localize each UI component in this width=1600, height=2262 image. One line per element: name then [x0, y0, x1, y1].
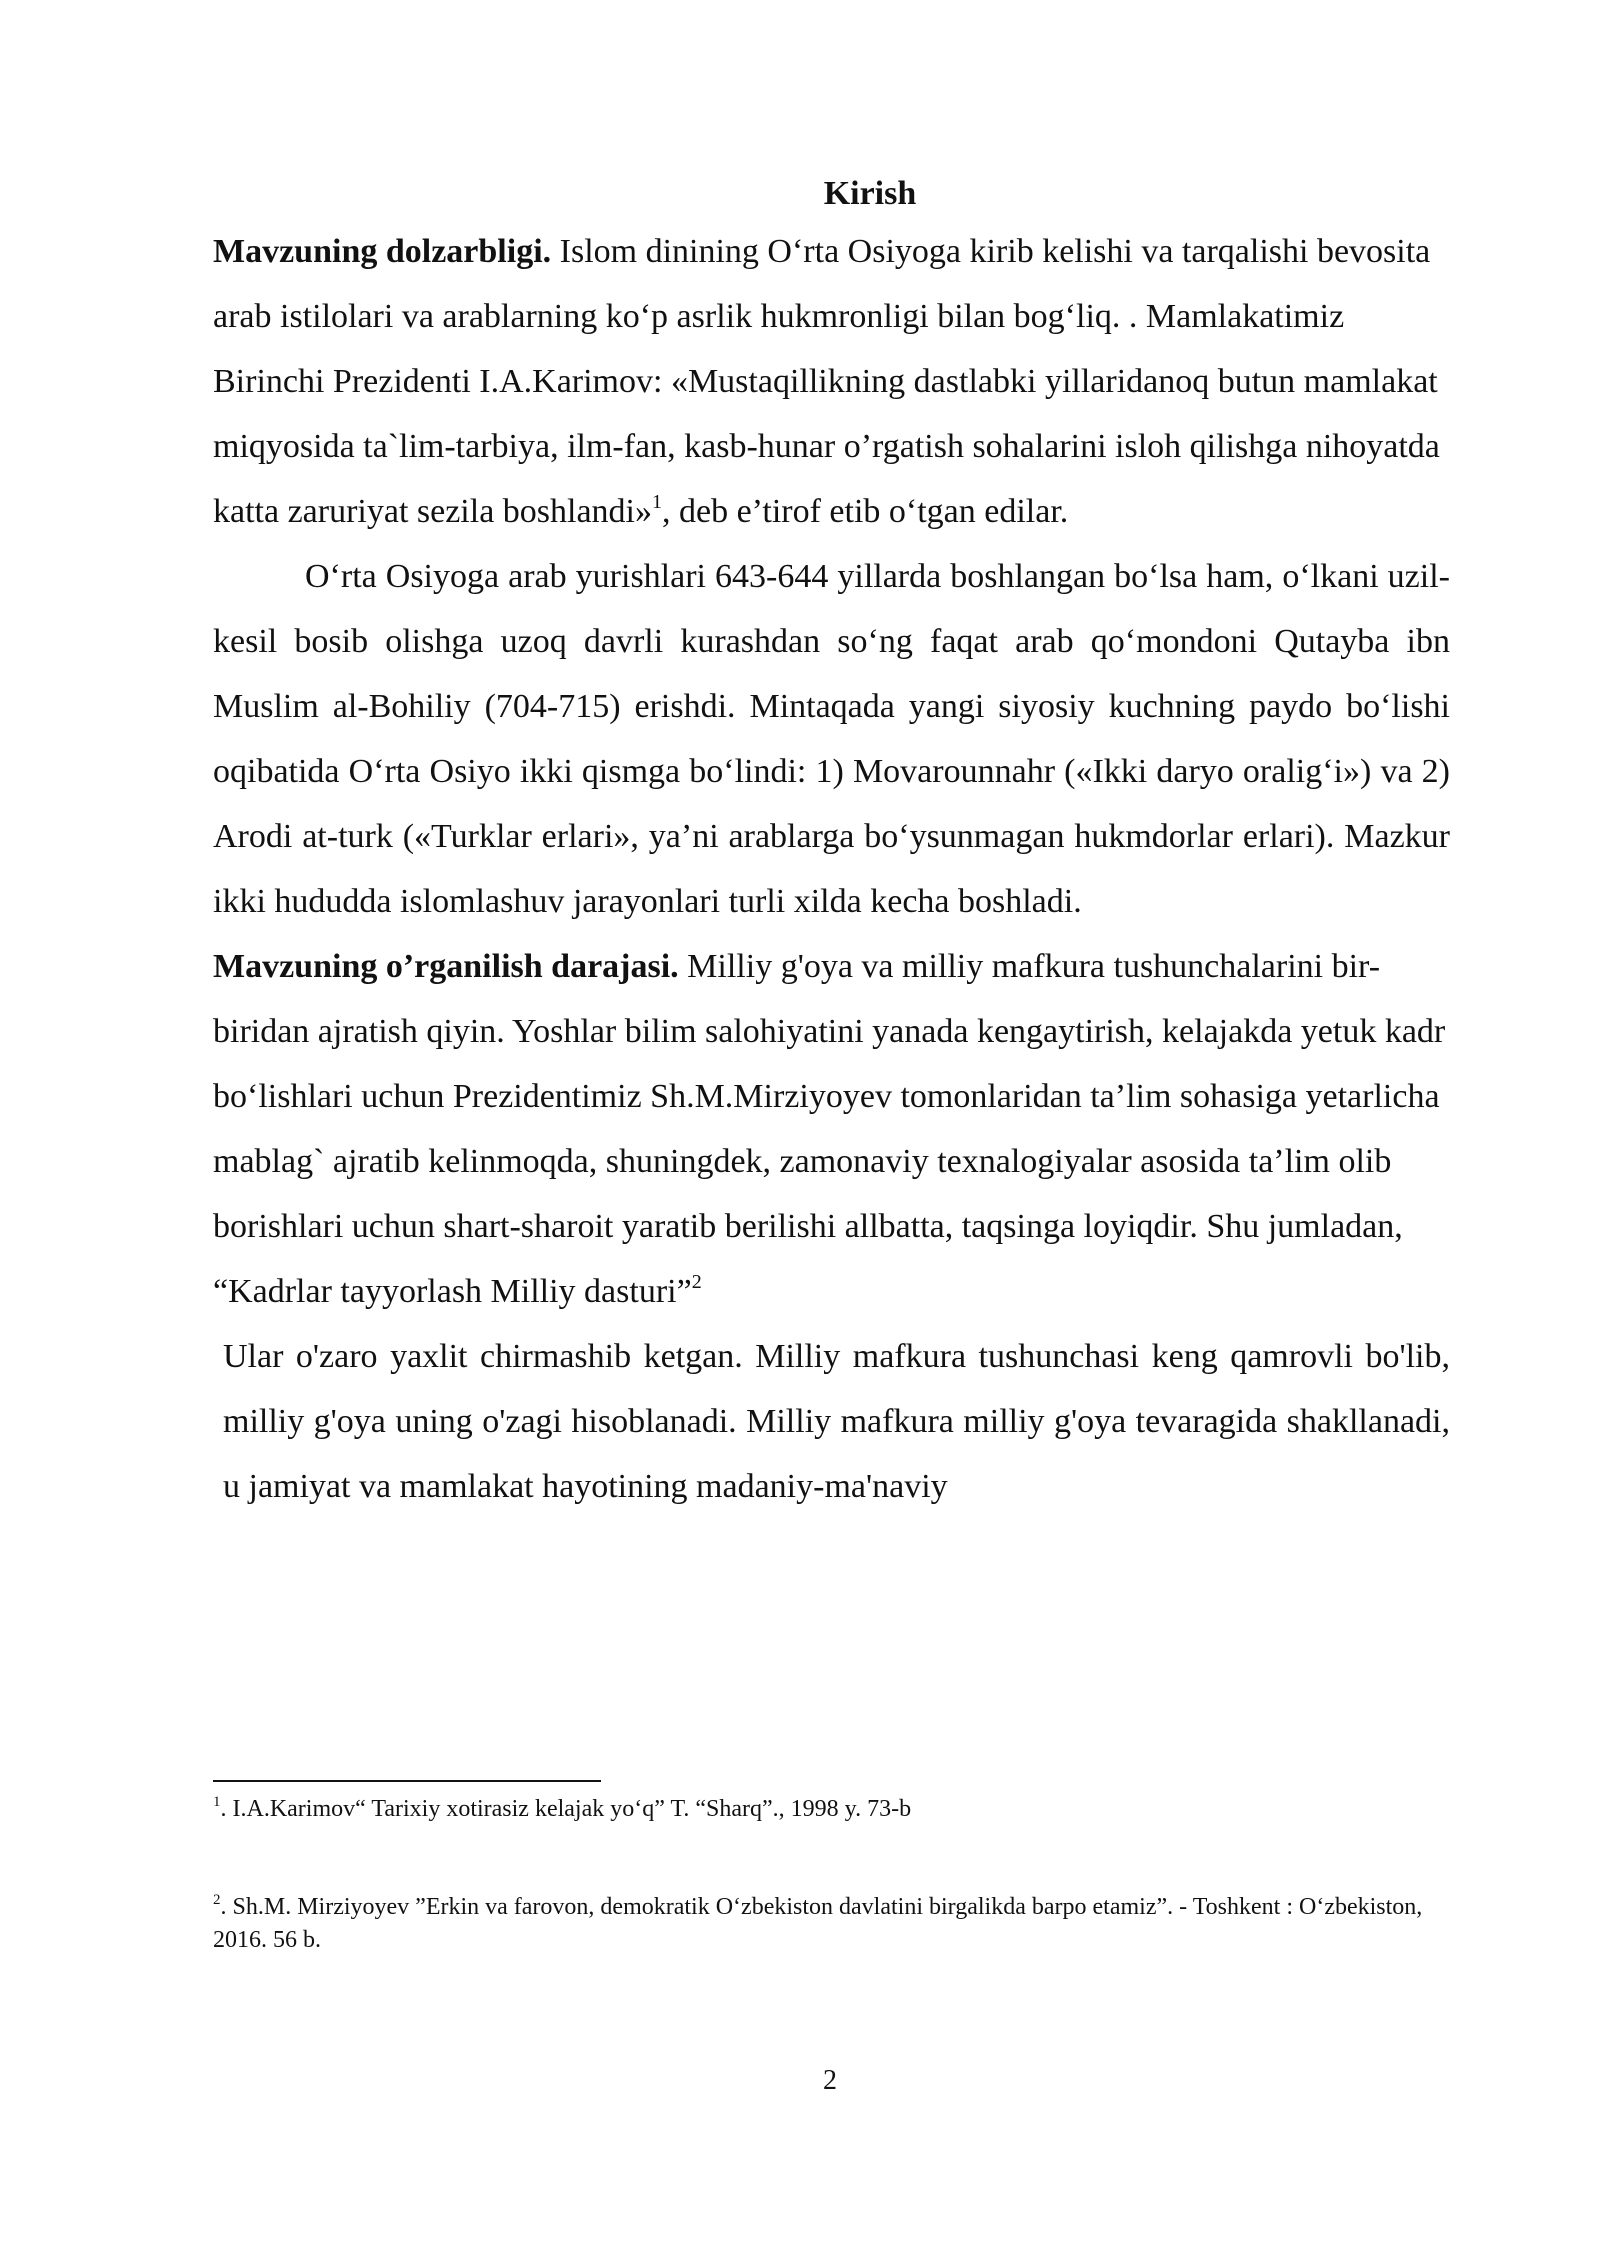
paragraph-arab-campaigns [213, 544, 1450, 934]
footnote-1 [213, 1793, 1450, 1826]
footnote-2-marker: 2 [213, 1892, 221, 1908]
relevance-heading: Mavzuning dolzarbligi. [213, 233, 552, 270]
page-title: Kirish [823, 175, 917, 212]
paragraph-study-level [213, 934, 1450, 1324]
footnote-ref-2[interactable]: 2 [691, 1271, 702, 1293]
relevance-tail: , deb e’tirof etib o‘tgan edilar. [662, 493, 1069, 530]
footnote-1-marker: 1 [213, 1794, 221, 1810]
page-number: 2 [823, 2065, 837, 2096]
footnote-1-text: . I.A.Karimov“ Tarixiy xotirasiz kelajak yo‘q” T. “Sharq”., 1998 y. 73-b [220, 1796, 912, 1822]
study-level-heading: Mavzuning o’rganilish darajasi. [213, 948, 679, 985]
footnote-separator [213, 1780, 601, 1782]
document-body [213, 219, 1450, 1519]
study-level-text: Milliy g'oya va milliy mafkura tushunchalarini bir-biridan ajratish qiyin. Yoshlar bilim salohiyatini yanada kengaytirish, kelajakda yetuk kadr bo‘lishlari uchun Prezidentimiz Sh.M.Mirziyoyev tomonlaridan ta’lim sohasiga yetarlicha mablag` ajratib kelinmoqda, shuningdek, zamonaviy texnalogiyalar asosida ta’lim olib borishlari uchun shart-sharoit yaratib berilishi allbatta, taqsinga loyiqdir. Shu jumladan, “Kadrlar tayyorlash Milliy dasturi” [213, 948, 1446, 1310]
footnote-2 [213, 1891, 1450, 1957]
footnote-2-text: . Sh.M. Mirziyoyev ”Erkin va farovon, demokratik O‘zbekiston davlatini birgalikda barpo etamiz”. - Toshkent : O‘zbekiston, 2016. 56 b. [213, 1894, 1423, 1953]
relevance-text: Islom dinining O‘rta Osiyoga kirib kelishi va tarqalishi bevosita arab istilolari va arablarning ko‘p asrlik hukmronligi bilan bog‘liq. . Mamlakatimiz Birinchi Prezidenti I.A.Karimov: «Mustaqillikning dastlabki yillaridanoq butun mamlakat miqyosida ta`lim-tarbiya, ilm-fan, kasb-hunar o’rgatish sohalarini isloh qilishga nihoyatda katta zaruriyat sezila boshlandi» [213, 233, 1440, 530]
paragraph-ideology [213, 1324, 1450, 1519]
arab-campaigns-text: O‘rta Osiyoga arab yurishlari 643-644 yillarda boshlangan bo‘lsa ham, o‘lkani uzil-kesil bosib olishga uzoq davrli kurashdan so‘ng faqat arab qo‘mondoni Qutayba ibn Muslim al-Bohiliy (704-715) erishdi. Mintaqada yangi siyosiy kuchning paydo bo‘lishi oqibatida O‘rta Osiyo ikki qismga bo‘lindi: 1) Movarounnahr («Ikki daryo oralig‘i») va 2) Arodi at-turk («Turklar erlari», ya’ni arablarga bo‘ysunmagan hukmdorlar erlari). Mazkur ikki hududda islomlashuv jarayonlari turli xilda kecha boshladi. [213, 558, 1450, 920]
footnote-ref-1[interactable]: 1 [652, 491, 662, 513]
paragraph-relevance [213, 219, 1450, 544]
ideology-text: Ular o'zaro yaxlit chirmashib ketgan. Milliy mafkura tushunchasi keng qamrovli bo'lib, milliy g'oya uning o'zagi hisoblanadi. Milliy mafkura milliy g'oya tevaragida shakllanadi, u jamiyat va mamlakat hayotining madaniy-ma'naviy [223, 1338, 1450, 1505]
